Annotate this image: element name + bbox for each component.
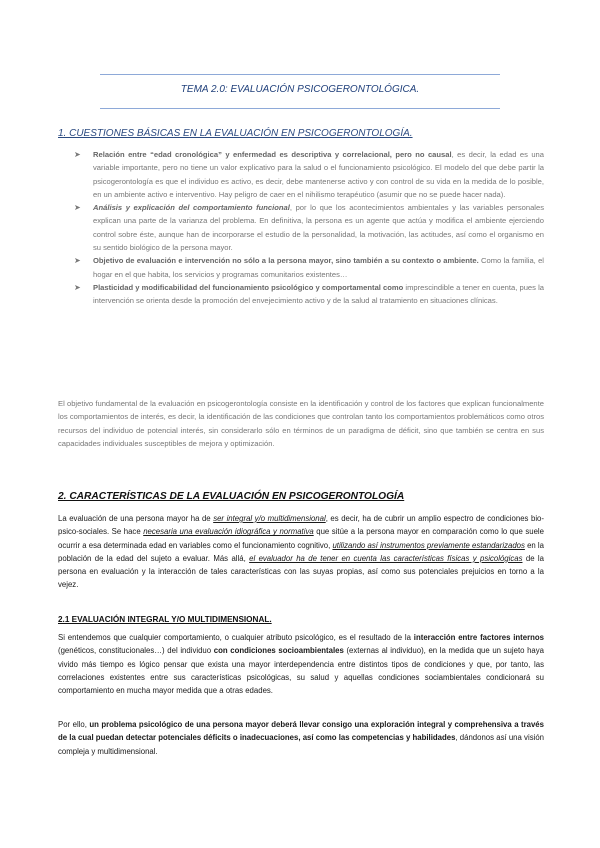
section-2-paragraph-1: La evaluación de una persona mayor ha de ser integral y/o multidimensional, es decir, ha de cubrir un amplio espectro de condiciones bio-psico-sociales. Se hace necesaria una evaluación idiográfica y normativa que sitúe a la persona mayor en comparación como lo que suele ocurrir a esa determinada edad en variables como el funcionamiento cognitivo, utilizando así instrumentos previamente estandarizados en la población de la edad del sujeto a evaluar. Más allá, el evaluador ha de tener en cuenta las características físicas y psicológicas de la persona en evaluación y la interacción de tales características con las suyas propias, así como sus potenciales prejuicios en torno a la vejez. <box>58 514 544 590</box>
section-2-1-paragraph-1: Si entendemos que cualquier comportamiento, o cualquier atributo psicológico, es el resultado de la interacción entre factores internos (genéticos, constitucionales…) del individuo con condiciones socioambientales (externas al individuo), en la medida que un sujeto haya vivido más tiempo es lógico pensar que exista una mayor interdependencia entre distintos tipos de condiciones y que, por tanto, las correlaciones existentes entre sus características psicológicas, su salud y aquellas condiciones sociambientales condicionará su comportamiento en mucha mayor medida que a otras edades. <box>58 633 544 696</box>
arrow-bullet-icon: ➤ <box>74 282 81 292</box>
section-1-bullet-list <box>74 148 544 308</box>
bottom-rule <box>100 108 500 109</box>
section-1-paragraph: El objetivo fundamental de la evaluación en psicogerontología consiste en la identificación y control de los factores que explican funcionalmente los comportamientos de interés, es decir, la identificación de las condiciones que controlan tanto los comportamientos problemáticos como otros recursos del individuo de potencial interés, sin considerarlo sólo en términos de un paradigma de déficit, sino que también se centra en sus capacidades individuales susceptibles de mejora y optimización. <box>58 399 544 448</box>
arrow-bullet-icon: ➤ <box>74 150 81 159</box>
arrow-bullet-icon: ➤ <box>74 256 81 266</box>
page-title: TEMA 2.0: EVALUACIÓN PSICOGERONTOLÓGICA. <box>180 84 420 95</box>
list-item: ➤ Relación entre “edad cronológica” y enfermedad es descriptiva y correlacional, pero no causal, es decir, la edad es una variable importante, pero no tiene un valor explicativo para la salud o el funcionamiento psicológico. El modelo del que debe partir la psicogerontología es que el individuo es activo, es decir, debe mantenerse activo y con control de su vida en la medida de lo posible, en un ambiente activo e interventivo. Hay peligro de caer en el nihilismo terapéutico (asumir que no se puede hacer nada). <box>74 150 544 199</box>
list-item: ➤ Análisis y explicación del comportamiento funcional, por lo que los acontecimientos ambientales y las variables personales explican una parte de la varianza del problema. En definitiva, la persona es un agente que actúa y modifica el ambiente ejerciendo control sobre éste, aunque han de incorporarse el estudio de la personalidad, la motivación, las actitudes, así como el organismo en su sentido biológico de la persona mayor. <box>74 203 544 253</box>
list-item: ➤ Plasticidad y modificabilidad del funcionamiento psicológico y comportamental como imprescindible a tener en cuenta, pues la intervención se orienta desde la promoción del envejecimiento activo y de la salud al tratamiento en situaciones clínicas. <box>74 282 544 306</box>
list-item: ➤ Objetivo de evaluación e intervención no sólo a la persona mayor, sino también a su contexto o ambiente. Como la familia, el hogar en el que habita, los servicios y programas comunitarios existentes… <box>74 256 544 279</box>
arrow-bullet-icon: ➤ <box>74 203 81 213</box>
section-2-1-paragraph-2: Por ello, un problema psicológico de una persona mayor deberá llevar consigo una exploración integral y comprehensiva a través de la cual puedan detectar potenciales déficits o inadecuaciones, así como las competencias y habilidades, dándonos así una visión compleja y multidimensional. <box>58 720 544 756</box>
section-2-heading: 2. CARACTERÍSTICAS DE LA EVALUACIÓN EN PSICOGERONTOLOGÍA <box>58 491 405 502</box>
top-rule <box>100 74 500 75</box>
section-1-heading: 1. CUESTIONES BÁSICAS EN LA EVALUACIÓN EN PSICOGERONTOLOGÍA. <box>58 128 413 139</box>
subsection-2-1-heading: 2.1 EVALUACIÓN INTEGRAL Y/O MULTIDIMENSIONAL. <box>58 615 272 624</box>
